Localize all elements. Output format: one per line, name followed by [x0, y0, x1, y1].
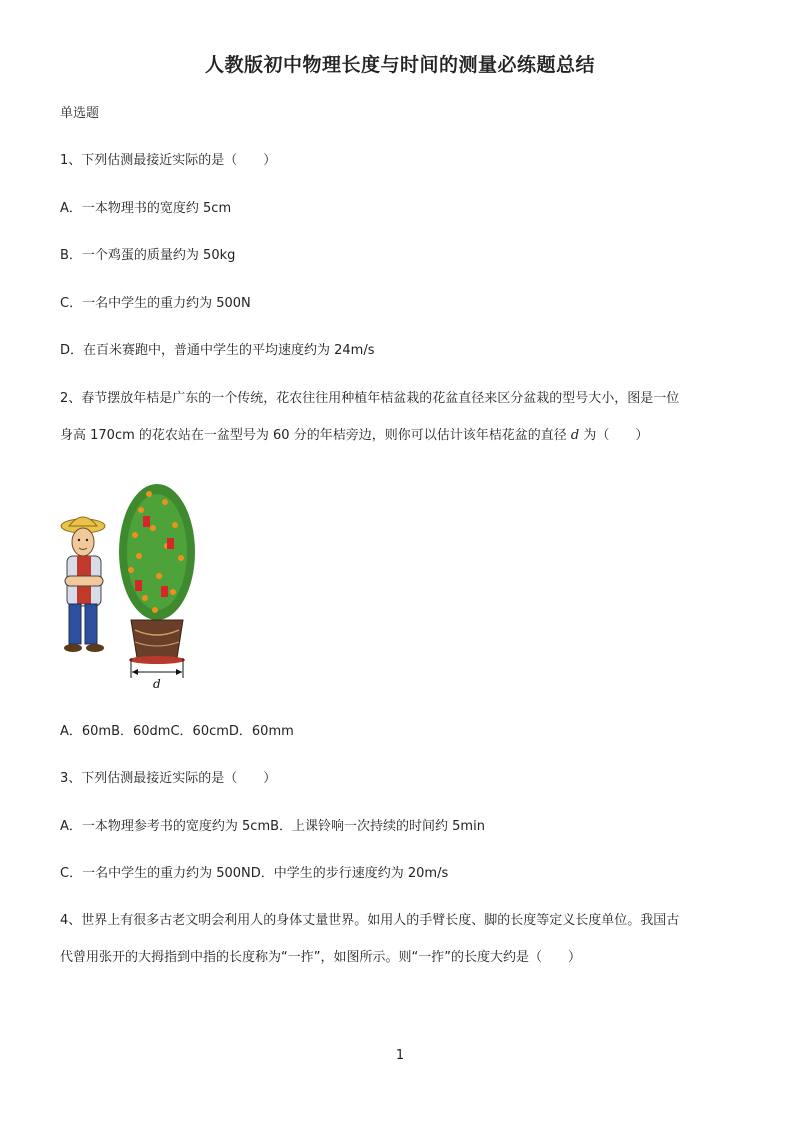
farmer-illustration — [61, 517, 105, 652]
q2-stem-line2-post: 为（ ） — [583, 428, 649, 443]
page-number: 1 — [395, 1048, 405, 1063]
q3-options-cd: C．一名中学生的重力约为 500ND．中学生的步行速度约为 20m/s — [60, 866, 449, 881]
q3-stem: 3、下列估测最接近实际的是（ ） — [60, 771, 277, 786]
q1-option-c: C．一名中学生的重力约为 500N — [60, 296, 251, 311]
flower-pot — [129, 620, 185, 664]
q1-option-a: A．一本物理书的宽度约 5cm — [60, 201, 232, 216]
q2-stem-line2 — [60, 426, 648, 446]
q4-stem-line2: 代曾用张开的大拇指到中指的长度称为“一拃”，如图所示。则“一拃”的长度大约是（ ） — [60, 950, 581, 965]
kumquat-tree — [119, 484, 195, 620]
q2-options: A．60mB．60dmC．60cmD．60mm — [60, 724, 294, 739]
q1-option-b: B．一个鸡蛋的质量约为 50kg — [60, 248, 236, 263]
q2-stem-var: d — [570, 428, 580, 443]
q3-options-ab: A．一本物理参考书的宽度约为 5cmB．上课铃响一次持续的时间约 5min — [60, 819, 485, 834]
q1-stem: 1、下列估测最接近实际的是（ ） — [60, 153, 277, 168]
q4-stem-line1: 4、世界上有很多古老文明会利用人的身体丈量世界。如用人的手臂长度、脚的长度等定义长度单位。我国古 — [60, 913, 680, 928]
q1-option-d: D．在百米赛跑中，普通中学生的平均速度约为 24m/s — [60, 343, 375, 358]
q2-stem-line1: 2、春节摆放年桔是广东的一个传统，花农往往用种植年桔盆栽的花盆直径来区分盆栽的型号大小，图是一位 — [60, 391, 680, 406]
section-heading: 单选题 — [60, 106, 100, 121]
page-title: 人教版初中物理长度与时间的测量必练题总结 — [204, 54, 595, 76]
diameter-label: d — [153, 677, 161, 690]
kumquat-illustration — [55, 480, 205, 690]
kumquat-figure — [55, 480, 205, 690]
q2-stem-line2-pre: 身高 170cm 的花农站在一盆型号为 60 分的年桔旁边，则你可以估计该年桔花盆的直径 — [60, 428, 567, 443]
